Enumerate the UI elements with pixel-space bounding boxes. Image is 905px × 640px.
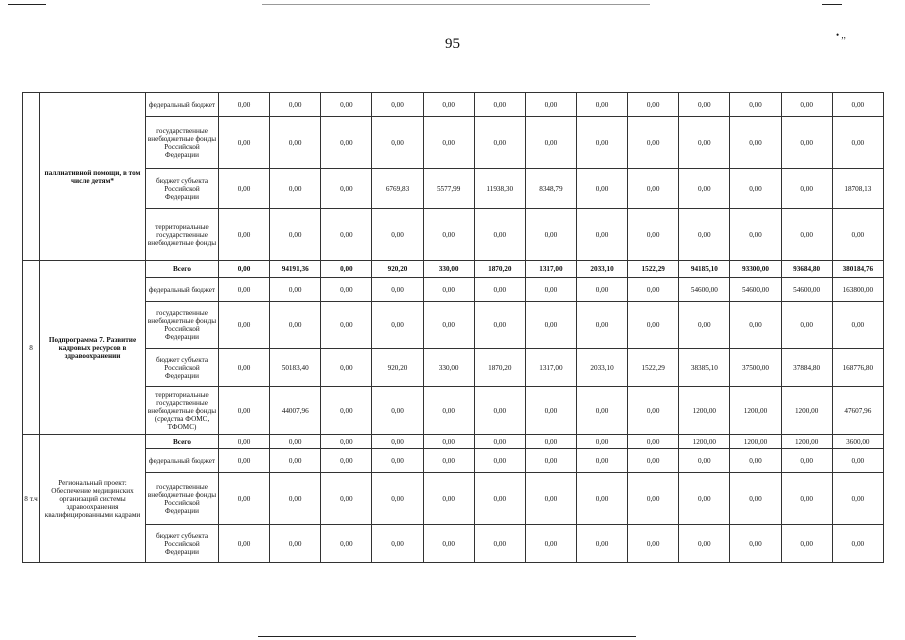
value-cell: 0,00 xyxy=(628,435,679,449)
value-cell: 0,00 xyxy=(628,525,679,563)
value-cell: 1200,00 xyxy=(679,387,730,435)
value-cell: 0,00 xyxy=(730,209,781,261)
funding-source: Всего xyxy=(146,261,219,278)
program-name: паллиативной помощи, в том числе детям* xyxy=(40,93,146,261)
value-cell: 44007,96 xyxy=(270,387,321,435)
value-cell: 1522,29 xyxy=(628,349,679,387)
value-cell: 0,00 xyxy=(576,387,627,435)
value-cell: 0,00 xyxy=(628,93,679,117)
value-cell: 0,00 xyxy=(270,169,321,209)
value-cell: 0,00 xyxy=(679,525,730,563)
value-cell: 0,00 xyxy=(730,302,781,349)
value-cell: 0,00 xyxy=(679,302,730,349)
value-cell: 0,00 xyxy=(730,93,781,117)
value-cell: 0,00 xyxy=(781,209,832,261)
total-cell: 0,00 xyxy=(832,302,883,349)
row-number: 8 т.ч xyxy=(23,435,40,563)
value-cell: 0,00 xyxy=(474,302,525,349)
table-row xyxy=(23,435,884,449)
funding-source: федеральный бюджет xyxy=(146,93,219,117)
value-cell: 54600,00 xyxy=(679,278,730,302)
value-cell: 0,00 xyxy=(474,387,525,435)
value-cell: 0,00 xyxy=(628,302,679,349)
funding-source: федеральный бюджет xyxy=(146,449,219,473)
value-cell: 0,00 xyxy=(525,302,576,349)
value-cell: 0,00 xyxy=(270,209,321,261)
value-cell: 0,00 xyxy=(781,93,832,117)
funding-source: территориальные государственные внебюджетные фонды (средства ФОМС, ТФОМС) xyxy=(146,387,219,435)
value-cell: 0,00 xyxy=(321,169,372,209)
value-cell: 0,00 xyxy=(372,117,423,169)
value-cell: 0,00 xyxy=(372,278,423,302)
value-cell: 0,00 xyxy=(270,117,321,169)
value-cell: 0,00 xyxy=(730,117,781,169)
value-cell: 330,00 xyxy=(423,261,474,278)
value-cell: 0,00 xyxy=(576,525,627,563)
value-cell: 0,00 xyxy=(781,449,832,473)
scan-edge-line xyxy=(8,4,46,5)
financing-table xyxy=(22,92,884,563)
value-cell: 0,00 xyxy=(321,435,372,449)
scan-edge-line xyxy=(262,4,650,5)
value-cell: 0,00 xyxy=(576,278,627,302)
program-name: Подпрограмма 7. Развитие кадровых ресурсов в здравоохранении xyxy=(40,261,146,435)
value-cell: 1200,00 xyxy=(679,435,730,449)
value-cell: 0,00 xyxy=(781,117,832,169)
value-cell: 94191,36 xyxy=(270,261,321,278)
table-body xyxy=(23,93,884,563)
program-name: Региональный проект: Обеспечение медицинских организаций системы здравоохранения квалифицированными кадрами xyxy=(40,435,146,563)
value-cell: 0,00 xyxy=(321,525,372,563)
funding-source: территориальные государственные внебюджетные фонды xyxy=(146,209,219,261)
value-cell: 1200,00 xyxy=(730,387,781,435)
value-cell: 0,00 xyxy=(628,449,679,473)
value-cell: 0,00 xyxy=(576,93,627,117)
value-cell: 0,00 xyxy=(781,473,832,525)
table-row xyxy=(23,261,884,278)
table-row xyxy=(23,525,884,563)
table-row xyxy=(23,93,884,117)
value-cell: 920,20 xyxy=(372,349,423,387)
value-cell: 0,00 xyxy=(372,449,423,473)
total-cell: 18708,13 xyxy=(832,169,883,209)
value-cell: 0,00 xyxy=(219,261,270,278)
value-cell: 0,00 xyxy=(219,449,270,473)
value-cell: 0,00 xyxy=(730,525,781,563)
table-row xyxy=(23,302,884,349)
value-cell: 0,00 xyxy=(270,435,321,449)
value-cell: 1200,00 xyxy=(781,435,832,449)
total-cell: 3600,00 xyxy=(832,435,883,449)
table-row xyxy=(23,473,884,525)
value-cell: 0,00 xyxy=(219,169,270,209)
value-cell: 0,00 xyxy=(270,449,321,473)
value-cell: 0,00 xyxy=(781,302,832,349)
value-cell: 0,00 xyxy=(423,302,474,349)
funding-source: бюджет субъекта Российской Федерации xyxy=(146,525,219,563)
value-cell: 38385,10 xyxy=(679,349,730,387)
value-cell: 0,00 xyxy=(321,209,372,261)
value-cell: 11938,30 xyxy=(474,169,525,209)
value-cell: 0,00 xyxy=(679,93,730,117)
value-cell: 50183,40 xyxy=(270,349,321,387)
value-cell: 0,00 xyxy=(219,209,270,261)
value-cell: 0,00 xyxy=(474,449,525,473)
value-cell: 0,00 xyxy=(219,525,270,563)
funding-source: государственные внебюджетные фонды Российской Федерации xyxy=(146,302,219,349)
row-number xyxy=(23,93,40,261)
row-number: 8 xyxy=(23,261,40,435)
value-cell: 0,00 xyxy=(321,278,372,302)
funding-source: государственные внебюджетные фонды Российской Федерации xyxy=(146,117,219,169)
value-cell: 0,00 xyxy=(525,93,576,117)
value-cell: 0,00 xyxy=(525,449,576,473)
value-cell: 0,00 xyxy=(628,169,679,209)
value-cell: 2033,10 xyxy=(576,349,627,387)
value-cell: 0,00 xyxy=(525,435,576,449)
funding-source: бюджет субъекта Российской Федерации xyxy=(146,169,219,209)
value-cell: 1522,29 xyxy=(628,261,679,278)
value-cell: 0,00 xyxy=(730,449,781,473)
value-cell: 0,00 xyxy=(219,387,270,435)
value-cell: 0,00 xyxy=(628,209,679,261)
value-cell: 0,00 xyxy=(219,278,270,302)
total-cell: 0,00 xyxy=(832,473,883,525)
value-cell: 8348,79 xyxy=(525,169,576,209)
value-cell: 0,00 xyxy=(321,349,372,387)
value-cell: 0,00 xyxy=(423,117,474,169)
value-cell: 0,00 xyxy=(628,387,679,435)
value-cell: 0,00 xyxy=(730,473,781,525)
total-cell: 0,00 xyxy=(832,209,883,261)
value-cell: 330,00 xyxy=(423,349,474,387)
value-cell: 0,00 xyxy=(679,209,730,261)
value-cell: 0,00 xyxy=(423,473,474,525)
value-cell: 0,00 xyxy=(730,169,781,209)
value-cell: 37500,00 xyxy=(730,349,781,387)
value-cell: 0,00 xyxy=(679,473,730,525)
value-cell: 0,00 xyxy=(576,302,627,349)
value-cell: 0,00 xyxy=(679,449,730,473)
value-cell: 0,00 xyxy=(781,525,832,563)
table-row xyxy=(23,117,884,169)
value-cell: 0,00 xyxy=(576,169,627,209)
value-cell: 0,00 xyxy=(474,435,525,449)
value-cell: 0,00 xyxy=(321,449,372,473)
value-cell: 0,00 xyxy=(372,435,423,449)
value-cell: 1200,00 xyxy=(781,387,832,435)
page-number: 95 xyxy=(445,36,460,52)
value-cell: 5577,99 xyxy=(423,169,474,209)
value-cell: 0,00 xyxy=(219,435,270,449)
value-cell: 0,00 xyxy=(270,473,321,525)
value-cell: 0,00 xyxy=(372,209,423,261)
value-cell: 0,00 xyxy=(372,387,423,435)
value-cell: 0,00 xyxy=(474,473,525,525)
value-cell: 0,00 xyxy=(321,473,372,525)
value-cell: 2033,10 xyxy=(576,261,627,278)
value-cell: 0,00 xyxy=(474,209,525,261)
value-cell: 0,00 xyxy=(321,387,372,435)
value-cell: 0,00 xyxy=(474,525,525,563)
value-cell: 0,00 xyxy=(372,525,423,563)
value-cell: 0,00 xyxy=(576,473,627,525)
value-cell: 93300,00 xyxy=(730,261,781,278)
value-cell: 94185,10 xyxy=(679,261,730,278)
value-cell: 0,00 xyxy=(219,93,270,117)
value-cell: 0,00 xyxy=(474,278,525,302)
total-cell: 163800,00 xyxy=(832,278,883,302)
value-cell: 0,00 xyxy=(219,117,270,169)
total-cell: 0,00 xyxy=(832,117,883,169)
value-cell: 0,00 xyxy=(576,209,627,261)
table-row xyxy=(23,209,884,261)
value-cell: 0,00 xyxy=(321,302,372,349)
table-row xyxy=(23,169,884,209)
value-cell: 0,00 xyxy=(474,117,525,169)
total-cell: 380184,76 xyxy=(832,261,883,278)
value-cell: 0,00 xyxy=(321,261,372,278)
value-cell: 0,00 xyxy=(423,449,474,473)
value-cell: 0,00 xyxy=(628,117,679,169)
funding-source: государственные внебюджетные фонды Российской Федерации xyxy=(146,473,219,525)
value-cell: 0,00 xyxy=(321,93,372,117)
value-cell: 6769,83 xyxy=(372,169,423,209)
value-cell: 0,00 xyxy=(372,302,423,349)
value-cell: 0,00 xyxy=(576,117,627,169)
value-cell: 920,20 xyxy=(372,261,423,278)
funding-source: Всего xyxy=(146,435,219,449)
value-cell: 1317,00 xyxy=(525,261,576,278)
value-cell: 0,00 xyxy=(219,349,270,387)
value-cell: 0,00 xyxy=(423,435,474,449)
value-cell: 54600,00 xyxy=(781,278,832,302)
value-cell: 0,00 xyxy=(372,473,423,525)
value-cell: 0,00 xyxy=(219,473,270,525)
scan-edge-line xyxy=(258,636,636,637)
value-cell: 0,00 xyxy=(525,387,576,435)
value-cell: 0,00 xyxy=(679,117,730,169)
value-cell: 0,00 xyxy=(525,473,576,525)
total-cell: 0,00 xyxy=(832,93,883,117)
total-cell: 0,00 xyxy=(832,449,883,473)
value-cell: 1870,20 xyxy=(474,349,525,387)
value-cell: 0,00 xyxy=(525,278,576,302)
value-cell: 0,00 xyxy=(321,117,372,169)
value-cell: 0,00 xyxy=(781,169,832,209)
corner-mark: • ,, xyxy=(836,30,846,40)
value-cell: 0,00 xyxy=(679,169,730,209)
value-cell: 0,00 xyxy=(270,302,321,349)
value-cell: 93684,80 xyxy=(781,261,832,278)
value-cell: 37884,80 xyxy=(781,349,832,387)
value-cell: 0,00 xyxy=(423,93,474,117)
value-cell: 1870,20 xyxy=(474,261,525,278)
value-cell: 0,00 xyxy=(576,449,627,473)
funding-source: бюджет субъекта Российской Федерации xyxy=(146,349,219,387)
value-cell: 0,00 xyxy=(628,278,679,302)
value-cell: 0,00 xyxy=(219,302,270,349)
value-cell: 1200,00 xyxy=(730,435,781,449)
value-cell: 1317,00 xyxy=(525,349,576,387)
value-cell: 0,00 xyxy=(423,278,474,302)
value-cell: 0,00 xyxy=(474,93,525,117)
value-cell: 0,00 xyxy=(423,209,474,261)
value-cell: 0,00 xyxy=(525,209,576,261)
scan-edge-line xyxy=(822,4,842,5)
total-cell: 168776,80 xyxy=(832,349,883,387)
value-cell: 0,00 xyxy=(423,387,474,435)
value-cell: 0,00 xyxy=(423,525,474,563)
table-row xyxy=(23,349,884,387)
value-cell: 54600,00 xyxy=(730,278,781,302)
value-cell: 0,00 xyxy=(372,93,423,117)
value-cell: 0,00 xyxy=(525,117,576,169)
value-cell: 0,00 xyxy=(270,278,321,302)
value-cell: 0,00 xyxy=(270,93,321,117)
value-cell: 0,00 xyxy=(270,525,321,563)
table-row xyxy=(23,387,884,435)
total-cell: 47607,96 xyxy=(832,387,883,435)
value-cell: 0,00 xyxy=(525,525,576,563)
funding-source: федеральный бюджет xyxy=(146,278,219,302)
value-cell: 0,00 xyxy=(576,435,627,449)
table-row xyxy=(23,278,884,302)
value-cell: 0,00 xyxy=(628,473,679,525)
total-cell: 0,00 xyxy=(832,525,883,563)
table-row xyxy=(23,449,884,473)
